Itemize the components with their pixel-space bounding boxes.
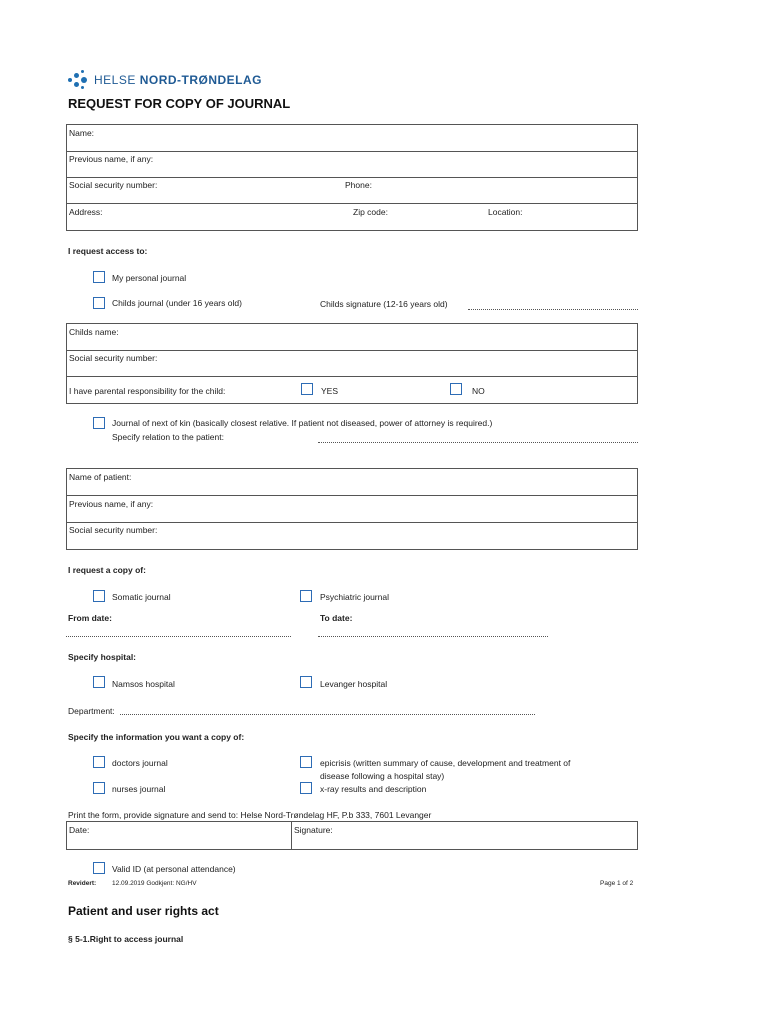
name-label: Name: [69, 128, 95, 138]
yes-checkbox[interactable] [301, 383, 313, 395]
epicrisis-label-1: epicrisis (written summary of cause, development and treatment of [320, 758, 571, 768]
own-journal-label: My personal journal [112, 273, 187, 283]
patient-ssn-label: Social security number: [69, 525, 158, 535]
revised-label: Revidert: [68, 880, 97, 887]
from-date-label: From date: [68, 613, 112, 623]
to-date-line[interactable] [318, 636, 548, 637]
signature-label: Signature: [294, 825, 333, 835]
levanger-label: Levanger hospital [320, 679, 388, 689]
previous-name-label: Previous name, if any: [69, 154, 154, 164]
address-label: Address: [69, 207, 103, 217]
zip-label: Zip code: [353, 207, 388, 217]
epicrisis-label-2: disease following a hospital stay) [320, 771, 445, 781]
relation-line[interactable] [318, 442, 638, 443]
epicrisis-checkbox[interactable] [300, 756, 312, 768]
xray-label: x-ray results and description [320, 784, 427, 794]
psychiatric-checkbox[interactable] [300, 590, 312, 602]
kin-journal-checkbox[interactable] [93, 417, 105, 429]
page-title: REQUEST FOR COPY OF JOURNAL [68, 96, 291, 111]
own-journal-checkbox[interactable] [93, 271, 105, 283]
send-instructions: Print the form, provide signature and send to: Helse Nord-Trøndelag HF, P.b 333, 7601 Levanger [68, 810, 432, 820]
somatic-label: Somatic journal [112, 592, 171, 602]
child-ssn-label: Social security number: [69, 353, 158, 363]
doctors-checkbox[interactable] [93, 756, 105, 768]
patient-box [66, 468, 638, 550]
copy-heading: I request a copy of: [68, 565, 146, 575]
page-number: Page 1 of 2 [600, 880, 634, 887]
patient-previous-name-label: Previous name, if any: [69, 499, 154, 509]
logo-text: HELSE NORD-TRØNDELAG [94, 73, 263, 87]
psychiatric-label: Psychiatric journal [320, 592, 389, 602]
relation-label: Specify relation to the patient: [112, 432, 224, 442]
date-label: Date: [69, 825, 90, 835]
yes-label: YES [321, 386, 339, 396]
child-signature-line[interactable] [468, 309, 638, 310]
applicant-box [66, 124, 638, 231]
xray-checkbox[interactable] [300, 782, 312, 794]
from-date-line[interactable] [66, 636, 291, 637]
namsos-checkbox[interactable] [93, 676, 105, 688]
rights-section: § 5-1.Right to access journal [68, 934, 184, 944]
levanger-checkbox[interactable] [300, 676, 312, 688]
doctors-label: doctors journal [112, 758, 168, 768]
nurses-label: nurses journal [112, 784, 166, 794]
signature-box [66, 821, 638, 850]
child-journal-label: Childs journal (under 16 years old) [112, 298, 242, 308]
logo [68, 70, 262, 90]
logo-dots-icon [68, 70, 90, 90]
to-date-label: To date: [320, 613, 353, 623]
revised-info: 12.09.2019 Godkjent: NG/HV [112, 880, 197, 887]
valid-id-checkbox[interactable] [93, 862, 105, 874]
hospital-heading: Specify hospital: [68, 652, 137, 662]
ssn-label: Social security number: [69, 180, 158, 190]
somatic-checkbox[interactable] [93, 590, 105, 602]
valid-id-label: Valid ID (at personal attendance) [112, 864, 236, 874]
info-heading: Specify the information you want a copy of: [68, 732, 245, 742]
department-line[interactable] [120, 714, 535, 715]
rights-heading: Patient and user rights act [68, 904, 219, 918]
kin-journal-label: Journal of next of kin (basically closest relative. If patient not diseased, power of attorney is required.) [112, 418, 493, 428]
nurses-checkbox[interactable] [93, 782, 105, 794]
no-label: NO [472, 386, 485, 396]
child-box [66, 323, 638, 404]
access-heading: I request access to: [68, 246, 148, 256]
department-label: Department: [68, 706, 115, 716]
no-checkbox[interactable] [450, 383, 462, 395]
parental-label: I have parental responsibility for the child: [69, 386, 226, 396]
location-label: Location: [488, 207, 523, 217]
patient-name-label: Name of patient: [69, 472, 132, 482]
phone-label: Phone: [345, 180, 372, 190]
namsos-label: Namsos hospital [112, 679, 175, 689]
child-signature-label: Childs signature (12-16 years old) [320, 299, 448, 309]
child-journal-checkbox[interactable] [93, 297, 105, 309]
child-name-label: Childs name: [69, 327, 119, 337]
